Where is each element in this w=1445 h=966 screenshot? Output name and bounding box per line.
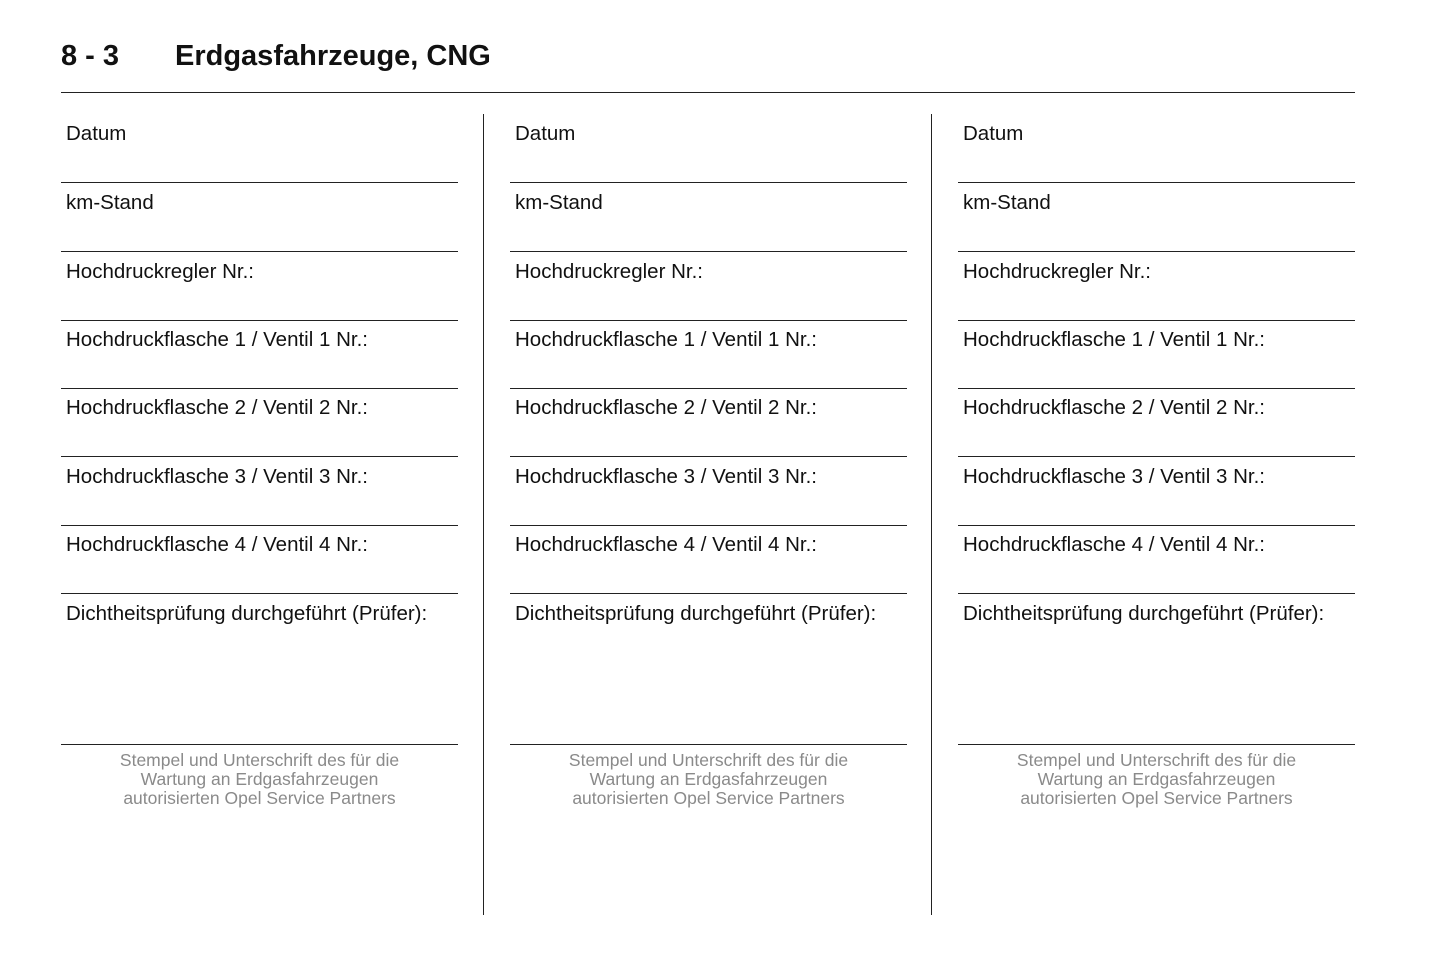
- field-label: Hochdruckflasche 3 / Ventil 3 Nr.:: [66, 465, 368, 488]
- stamp-caption-line: autorisierten Opel Service Partners: [123, 788, 396, 808]
- leak-test-field[interactable]: [61, 594, 458, 744]
- service-record-column-2: [510, 114, 907, 874]
- stamp-caption-line: Stempel und Unterschrift des für die: [119, 750, 400, 770]
- cylinder-2-field[interactable]: [61, 388, 458, 457]
- stamp-caption-line: Stempel und Unterschrift des für die: [568, 750, 849, 770]
- field-label: Hochdruckflasche 2 / Ventil 2 Nr.:: [963, 396, 1265, 419]
- column-divider: [483, 114, 484, 915]
- signature-line: [61, 744, 458, 745]
- signature-line: [958, 744, 1355, 745]
- service-record-column-3: [958, 114, 1355, 874]
- field-label: Hochdruckregler Nr.:: [66, 260, 254, 283]
- cylinder-3-field[interactable]: [510, 457, 907, 526]
- date-field[interactable]: [510, 114, 907, 183]
- field-label: Datum: [66, 122, 127, 145]
- field-label: Datum: [515, 122, 576, 145]
- stamp-caption: [958, 751, 1355, 808]
- service-record-column-1: [61, 114, 458, 874]
- pressure-regulator-field[interactable]: [61, 252, 458, 321]
- date-field[interactable]: [958, 114, 1355, 183]
- mileage-field[interactable]: [61, 183, 458, 252]
- column-divider: [931, 114, 932, 915]
- cylinder-4-field[interactable]: [958, 525, 1355, 594]
- field-label: Hochdruckflasche 3 / Ventil 3 Nr.:: [963, 465, 1265, 488]
- field-label: km-Stand: [66, 191, 154, 214]
- page-number: 8 - 3: [61, 40, 120, 72]
- mileage-field[interactable]: [510, 183, 907, 252]
- field-label: Hochdruckflasche 2 / Ventil 2 Nr.:: [515, 396, 817, 419]
- stamp-caption: [510, 751, 907, 808]
- cylinder-3-field[interactable]: [61, 457, 458, 526]
- field-label: Hochdruckregler Nr.:: [963, 260, 1151, 283]
- field-label: Hochdruckregler Nr.:: [515, 260, 703, 283]
- mileage-field[interactable]: [958, 183, 1355, 252]
- field-label: Hochdruckflasche 1 / Ventil 1 Nr.:: [66, 328, 368, 351]
- stamp-caption-line: Wartung an Erdgasfahrzeugen: [140, 769, 379, 789]
- pressure-regulator-field[interactable]: [958, 252, 1355, 321]
- stamp-caption-line: Wartung an Erdgasfahrzeugen: [1037, 769, 1276, 789]
- stamp-caption-line: autorisierten Opel Service Partners: [1020, 788, 1293, 808]
- cylinder-2-field[interactable]: [510, 388, 907, 457]
- field-label: Dichtheitsprüfung durchgeführt (Prüfer):: [66, 602, 428, 625]
- field-label: Hochdruckflasche 4 / Ventil 4 Nr.:: [515, 533, 817, 556]
- leak-test-field[interactable]: [510, 594, 907, 744]
- field-label: Dichtheitsprüfung durchgeführt (Prüfer):: [515, 602, 877, 625]
- stamp-caption-line: Wartung an Erdgasfahrzeugen: [589, 769, 828, 789]
- field-label: km-Stand: [515, 191, 603, 214]
- field-label: Hochdruckflasche 1 / Ventil 1 Nr.:: [963, 328, 1265, 351]
- field-label: Datum: [963, 122, 1024, 145]
- date-field[interactable]: [61, 114, 458, 183]
- leak-test-field[interactable]: [958, 594, 1355, 744]
- header-divider: [61, 92, 1355, 93]
- page-title: Erdgasfahrzeuge, CNG: [175, 40, 491, 72]
- signature-line: [510, 744, 907, 745]
- stamp-caption-line: Stempel und Unterschrift des für die: [1016, 750, 1297, 770]
- field-label: Hochdruckflasche 4 / Ventil 4 Nr.:: [66, 533, 368, 556]
- field-label: Dichtheitsprüfung durchgeführt (Prüfer):: [963, 602, 1325, 625]
- cylinder-3-field[interactable]: [958, 457, 1355, 526]
- field-label: Hochdruckflasche 3 / Ventil 3 Nr.:: [515, 465, 817, 488]
- cylinder-2-field[interactable]: [958, 388, 1355, 457]
- field-label: km-Stand: [963, 191, 1051, 214]
- cylinder-4-field[interactable]: [61, 525, 458, 594]
- stamp-caption: [61, 751, 458, 808]
- cylinder-1-field[interactable]: [510, 320, 907, 389]
- field-label: Hochdruckflasche 1 / Ventil 1 Nr.:: [515, 328, 817, 351]
- stamp-caption-line: autorisierten Opel Service Partners: [572, 788, 845, 808]
- cylinder-1-field[interactable]: [61, 320, 458, 389]
- cylinder-1-field[interactable]: [958, 320, 1355, 389]
- cylinder-4-field[interactable]: [510, 525, 907, 594]
- field-label: Hochdruckflasche 4 / Ventil 4 Nr.:: [963, 533, 1265, 556]
- pressure-regulator-field[interactable]: [510, 252, 907, 321]
- field-label: Hochdruckflasche 2 / Ventil 2 Nr.:: [66, 396, 368, 419]
- page-header: [61, 36, 1355, 92]
